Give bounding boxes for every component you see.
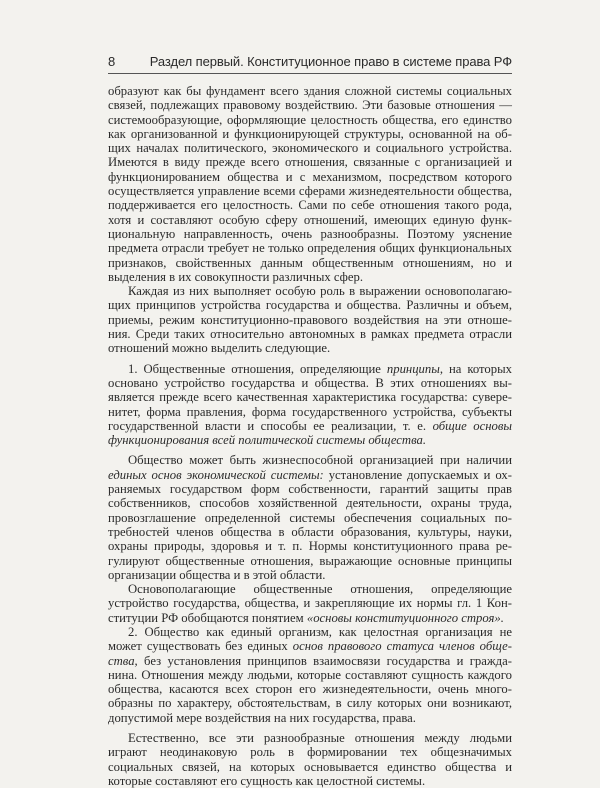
text-run: Основополагающие общественные отношения, определяющие устройство государства, общества, и закрепляющие их нормы гл. 1 Конституции РФ обобщаются понятием	[108, 582, 512, 625]
page-header	[108, 50, 512, 74]
text-run: Естественно, все эти разнообразные отношения между людьми играют неодинаковую роль в формировании тех общезначимых социальных связей, на которых основывается единство общества и которые составляют его сущность как целостной системы.	[108, 731, 512, 788]
italic-text: общие основы функционирования всей политической системы общества.	[108, 418, 512, 448]
header-rule	[108, 73, 512, 74]
paragraph	[108, 453, 512, 582]
text-run: установление допускаемых и охраняемых государством форм собственности, гарантий защиты прав собственников, способов хозяйственной деятельности, охраны труда, провозглашение определенной системы обеспечения социальных потребностей членов общества в области образования, культуры, науки, охраны природы, здоровья и т. п. Нормы конституционного права регулируют общественные отношения, выражающие основные принципы организации общества и в этой области.	[108, 467, 512, 582]
paragraph	[108, 284, 512, 355]
italic-text: единых основ экономической системы:	[108, 467, 324, 482]
paragraph	[108, 582, 512, 625]
italic-text: основ правового статуса членов общества,	[108, 639, 512, 668]
text-run: 2. Общество как единый организм, как целостная организация не может существовать без единых	[108, 624, 512, 654]
page-number: 8	[108, 54, 116, 69]
text-run: образуют как бы фундамент всего здания сложной системы социальных связей, подлежащих правовому воздействию. Эти базовые отношения — системообразующие, оформляющие целостность общества, его единство как организованной и функционирующей структуры, основанной на общих началах политического, экономического и социального устройства. Имеются в виду прежде всего отношения, связанные с организацией и функционированием общества и с механизмом, посредством которого осуществляется управление всеми сферами жизнедеятельности общества, поддерживается его целостность. Сами по себе отношения такого рода, хотя и составляют особую сферу отношений, имеющих единую функциональную направленность, очень разнообразны. Поэтому уяснение предмета отрасли требует не только определения общих функциональных признаков, свойственных данным общественным отношениям, но и выделения в их совокупности различных сфер.	[108, 84, 512, 284]
paragraph	[108, 362, 512, 448]
paragraph	[108, 731, 512, 788]
text-run: , на которых основано устройство государства и общества. В этих отношениях выявляется прежде всего качественная характеристика государства: суверенитет, форма правления, форма государственного устройства, субъекты государственной власти и способы ее реализации, т. е.	[108, 361, 512, 433]
running-head: Раздел первый. Конституционное право в системе права РФ	[149, 54, 512, 69]
italic-text: «основы конституционного строя».	[306, 610, 504, 625]
paragraph	[108, 625, 512, 725]
italic-text: принципы	[386, 361, 440, 376]
text-run: Каждая из них выполняет особую роль в выражении основополагающих принципов устройства государства и общества. Различны и объем, приемы, режим конституционно-правового воздействия на эти отношения. Среди таких относительно автономных в рамках предмета отрасли отношений можно выделить следующие.	[108, 284, 512, 356]
paragraph	[108, 84, 512, 284]
text-run: без установления принципов взаимосвязи государства и гражданина. Отношения между людьми, которые составляют сущность каждого общества, касаются всех сторон его жизнедеятельности, очень многообразны по характеру, обстоятельствам, в силу которых они возникают, допустимой мере воздействия на них государства, права.	[108, 653, 512, 725]
text-run: 1. Общественные отношения, определяющие	[128, 361, 387, 376]
text-run: Общество может быть жизнеспособной организацией при наличии	[128, 453, 512, 468]
body-text	[108, 84, 512, 788]
